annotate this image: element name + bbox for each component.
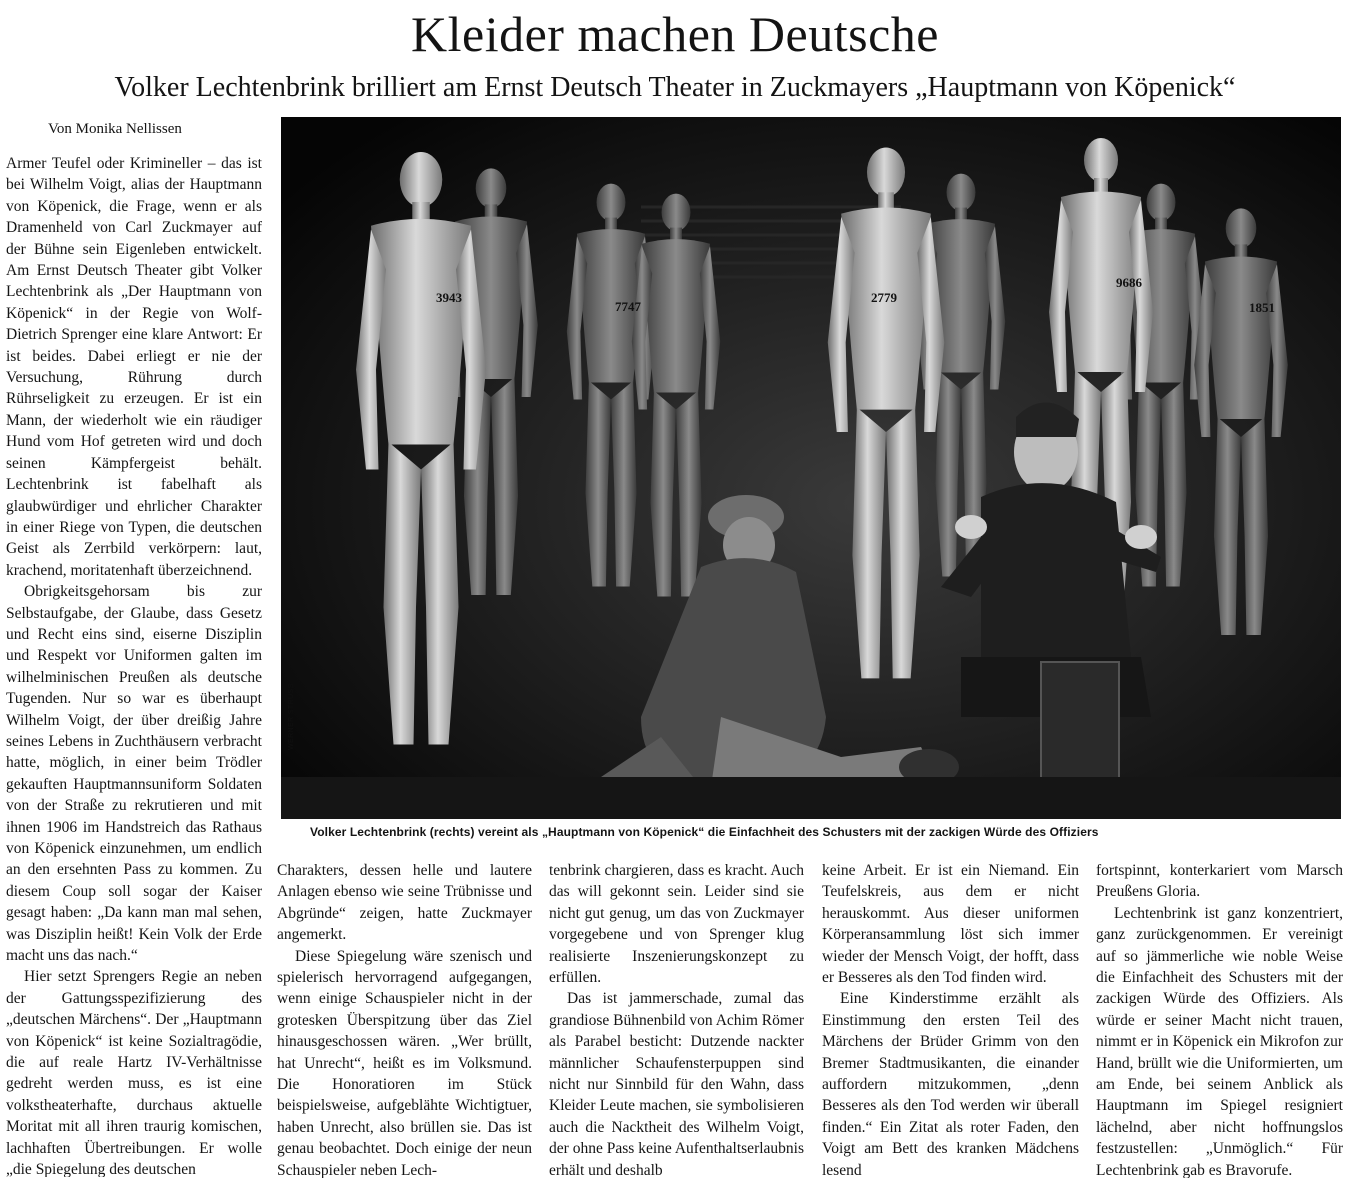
tag-text: 2779 — [871, 290, 897, 305]
paragraph: Obrigkeitsgehorsam bis zur Selbstaufgabe, der Glaube, dass Gesetz und Recht eins sind, eiserne Disziplin und Respekt vor Uniformen galten im wilhelminischen Preußen als deutsche Tugenden. Nur so war es überhaupt Wilhelm Voigt, der über dreißig Jahre seines Lebens in Zuchthäusern verbracht hatte, möglich, in einer beim Trödler gekauften Hauptmannsuniform Soldaten von der Straße zu rekrutieren und mit ihnen 1906 im Handstreich das Rathaus von Köpenick einzunehmen, um endlich an den ersehnten Pass zu kommen. Zu diesem Coup soll sogar der Kaiser gesagt haben: „Da kann man mal sehen, was Disziplin heißt! Kein Volk der Erde macht uns das nach.“ — [6, 583, 262, 965]
tag-text: 7747 — [615, 299, 641, 314]
paragraph: Eine Kinderstimme erzählt als Einstimmung den ersten Teil des Märchens der Brüder Grimm von den Bremer Stadtmusikanten, die einander auffordern mitzukommen, „denn Besseres als den Tod werden wir überall finden.“ Ein Zitat als roter Faden, den Voigt am Bett des kranken Mädchens lesend — [822, 990, 1079, 1178]
paragraph: Charakters, dessen helle und lautere Anlagen ebenso wie seine Trübnisse und Abgründe“ zeigen, hatte Zuckmayer angemerkt. — [277, 862, 532, 944]
photo-caption: Volker Lechtenbrink (rechts) vereint als „Hauptmann von Köpenick“ die Einfachheit des Schusters mit der zackigen Würde des Offiziers — [310, 825, 1099, 839]
stage-photo-illustration — [281, 117, 1341, 819]
tag-text: 1851 — [1249, 300, 1275, 315]
byline: Von Monika Nellissen — [48, 121, 182, 137]
article-column-1 — [6, 153, 262, 1177]
article-column-3 — [549, 860, 804, 1178]
paragraph: tenbrink chargieren, dass es kracht. Auch das will gekonnt sein. Leider sind sie nicht gut genug, um das von Zuckmayer vorgegebene und von Sprenger klug realisierte Inszenierungskonzept zu erfüllen. — [549, 862, 804, 987]
subheadline: Volker Lechtenbrink brilliert am Ernst Deutsch Theater in Zuckmayers „Hauptmann von Köpenick“ — [114, 72, 1236, 103]
tag-text: 9686 — [1116, 275, 1142, 290]
paragraph: Das ist jammerschade, zumal das grandiose Bühnenbild von Achim Römer als Parabel besticht: Dutzende nackter männlicher Schaufensterpuppen sind nicht nur Sinnbild für den Wahn, dass Kleider Leute machen, sie symbolisieren auch die Nacktheit des Wilhelm Voigt, der ohne Pass keine Aufenthaltserlaubnis erhält und deshalb — [549, 990, 804, 1178]
headline: Kleider machen Deutsche — [411, 6, 939, 62]
paragraph: Armer Teufel oder Krimineller – das ist bei Wilhelm Voigt, alias der Hauptmann von Köpenick, die Frage, wenn er als Dramenheld von Carl Zuckmayer auf der Bühne sein Eigenleben entwickelt. Am Ernst Deutsch Theater gibt Volker Lechtenbrink als „Der Hauptmann von Köpenick“ in der Regie von Wolf-Dietrich Sprenger eine klare Antwort: Er ist beides. Dabei erliegt er nie der Versuchung, Rührung durch Rührseligkeit zu erzeugen. Er ist ein Mann, der wiederholt wie ein räudiger Hund vom Hof getreten wird und doch seinen Kämpfergeist behält. Lechtenbrink ist fabelhaft als glaubwürdiger und ehrlicher Charakter in einer Riege von Typen, die deutschen Geist als Zerrbild verkörpern: laut, krachend, moritatenhaft überzeichnend. — [6, 155, 262, 579]
article-column-5 — [1096, 860, 1343, 1178]
paragraph: Hier setzt Sprengers Regie an neben der Gattungsspezifizierung des „deutschen Märchens“. Der „Hauptmann von Köpenick“ ist keine Sozialtragödie, die auf reale Hartz IV-Verhältnisse gedreht werden muss, es ist eine volkstheaterhafte, durchaus aktuelle Moritat mit all ihren traurig komischen, lachhaften Übertreibungen. Er wolle „die Spiegelung des deutschen — [6, 968, 262, 1177]
photo-credit: WERNER STRUSS — [288, 683, 295, 750]
paragraph: Diese Spiegelung wäre szenisch und spielerisch hervorragend aufgegangen, wenn einige Schauspieler nicht in der grotesken Überspitzung über das Ziel hinausgeschossen wären. „Wer brüllt, hat Unrecht“, heißt es im Volksmund. Die Honoratioren im Stück beispielsweise, aufgeblähte Wichtigtuer, haben Unrecht, also brüllen sie. Das ist genau beobachtet. Doch einige der neun Schauspieler neben Lech- — [277, 947, 532, 1178]
tag-text: 3943 — [436, 290, 462, 305]
paragraph: Lechtenbrink ist ganz konzentriert, ganz zurückgenommen. Er vereinigt auf so jämmerliche wie noble Weise die Einfachheit des Schusters mit der zackigen Würde des Offiziers. Als würde er seiner Macht nicht trauen, nimmt er in Köpenick ein Mikrofon zur Hand, brüllt wie die Uniformierten, um am Ende, bei seinem Anblick als Hauptmann im Spiegel resigniert lächelnd, aber nicht hoffnungslos festzustellen: „Unmöglich.“ Für Lechtenbrink gab es Bravorufe. — [1096, 904, 1343, 1178]
paragraph: fortspinnt, konterkariert vom Marsch Preußens Gloria. — [1096, 862, 1343, 901]
paragraph: keine Arbeit. Er ist ein Niemand. Ein Teufelskreis, aus dem er nicht herauskommt. Aus dieser uniformen Körperansammlung löst sich immer wieder der Mensch Voigt, der hofft, dass er Besseres als den Tod finden wird. — [822, 862, 1079, 987]
article-column-4 — [822, 860, 1079, 1178]
production-photo — [281, 117, 1341, 819]
article-column-2 — [277, 860, 532, 1178]
